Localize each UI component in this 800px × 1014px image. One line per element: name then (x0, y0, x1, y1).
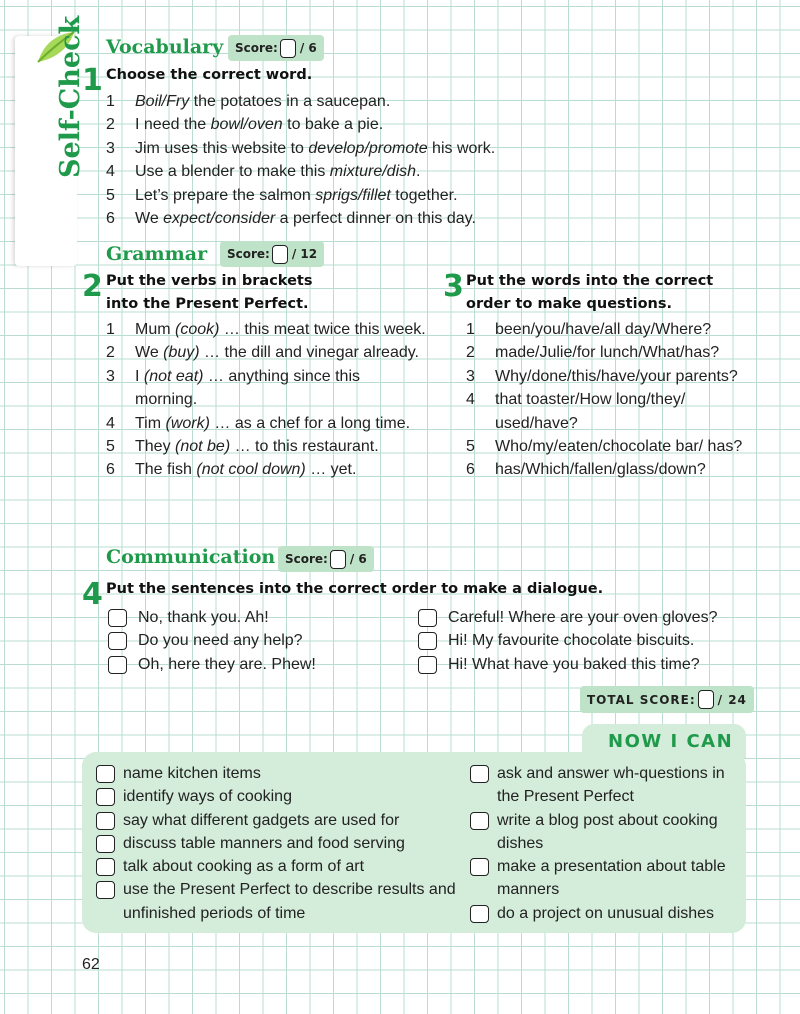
dialogue-line-row (418, 630, 748, 654)
exercise-3-item (466, 388, 746, 435)
can-do-item (96, 762, 456, 785)
vocabulary-item (106, 184, 526, 207)
item-text: made/Julie/for lunch/What/has? (495, 344, 720, 362)
dialogue-line-text: No, thank you. Ah! (138, 608, 269, 626)
score-label: Score: (285, 552, 328, 566)
exercise-2-item (106, 341, 426, 364)
can-do-text: identify ways of cooking (123, 788, 292, 806)
exercise-2-item (106, 365, 426, 412)
communication-score (278, 546, 374, 572)
item-number: 1 (466, 321, 475, 338)
exercise-3-item (466, 341, 746, 364)
item-number: 2 (106, 116, 115, 134)
checkbox[interactable] (418, 656, 437, 674)
vocabulary-title: Vocabulary (106, 36, 224, 58)
item-number: 5 (106, 186, 115, 204)
exercise-2-list (106, 318, 426, 482)
exercise-3-item (466, 435, 746, 458)
item-word-choice: expect/consider (163, 210, 276, 228)
checkbox[interactable] (108, 656, 127, 674)
item-word-choice: Boil/Fry (135, 93, 190, 110)
checkbox[interactable] (108, 609, 127, 627)
can-do-item (96, 832, 456, 855)
checkbox[interactable] (470, 812, 489, 830)
total-score-box[interactable] (698, 690, 714, 709)
item-word-choice: (work) (165, 414, 210, 432)
exercise-number-3: 3 (443, 269, 464, 304)
item-number: 3 (106, 367, 115, 385)
can-do-text: name kitchen items (123, 765, 261, 782)
item-text: Why/done/this/have/your parents? (495, 367, 738, 385)
item-number: 5 (106, 438, 115, 456)
checkbox[interactable] (418, 632, 437, 650)
score-box[interactable] (272, 245, 288, 264)
checkbox[interactable] (96, 835, 115, 853)
score-max: / 6 (299, 41, 317, 55)
item-text: that toaster/How long/they/ used/have? (495, 391, 686, 432)
item-text: has/Which/fallen/glass/down? (495, 461, 706, 479)
item-word-choice: mixture/dish (329, 163, 417, 181)
score-max: / 12 (291, 247, 318, 261)
item-number: 2 (466, 344, 475, 362)
checkbox[interactable] (96, 881, 115, 899)
vocabulary-item (106, 207, 526, 230)
exercise-number-1: 1 (82, 63, 103, 98)
item-word-choice: develop/promote (308, 139, 428, 157)
item-text: I need the bowl/oven to bake a pie. (135, 116, 384, 134)
can-do-item (470, 762, 740, 809)
item-text: Jim uses this website to develop/promote his work. (135, 139, 496, 157)
dialogue-left-column (108, 606, 408, 677)
communication-title: Communication (106, 546, 276, 568)
item-word-choice: (not cool down) (196, 461, 306, 479)
item-text: They (not be) … to this restaurant. (135, 438, 379, 456)
item-word-choice: (cook) (175, 321, 220, 338)
item-number: 4 (466, 391, 475, 409)
score-label: Score: (235, 41, 278, 55)
item-word-choice: bowl/oven (210, 116, 283, 134)
can-do-item (470, 855, 740, 902)
item-text: Who/my/eaten/chocolate bar/ has? (495, 438, 743, 456)
can-do-text: say what different gadgets are used for (123, 811, 400, 829)
dialogue-line-text: Do you need any help? (138, 632, 303, 650)
dialogue-line-row (108, 606, 408, 630)
exercise-2-item (106, 435, 426, 458)
vocabulary-item (106, 160, 526, 183)
instruction-line: into the Present Perfect. (106, 296, 309, 312)
dialogue-line-text: Hi! My favourite chocolate biscuits. (448, 632, 695, 650)
item-number: 4 (106, 414, 115, 432)
checkbox[interactable] (96, 788, 115, 806)
item-number: 3 (106, 139, 115, 157)
item-number: 3 (466, 367, 475, 385)
dialogue-line-row (418, 653, 748, 677)
checkbox[interactable] (96, 812, 115, 830)
score-max: / 6 (349, 552, 367, 566)
checkbox[interactable] (418, 609, 437, 627)
dialogue-line-row (108, 653, 408, 677)
exercise-2-instruction (106, 270, 312, 316)
item-text: Use a blender to make this mixture/dish. (135, 163, 421, 181)
can-do-text: write a blog post about cooking dishes (497, 811, 718, 852)
checkbox[interactable] (470, 905, 489, 923)
item-word-choice: (not eat) (143, 367, 204, 385)
exercise-number-4: 4 (82, 577, 103, 612)
item-number: 6 (106, 210, 115, 228)
checkbox[interactable] (470, 858, 489, 876)
now-i-can-right-column (470, 762, 740, 925)
item-number: 6 (106, 461, 115, 479)
can-do-item (470, 809, 740, 856)
item-word-choice: (buy) (163, 344, 200, 362)
can-do-text: use the Present Perfect to describe results and unfinished periods of time (123, 881, 456, 922)
total-score-max: / 24 (717, 692, 747, 707)
vocabulary-item (106, 113, 526, 136)
can-do-item (470, 902, 740, 925)
checkbox[interactable] (96, 765, 115, 783)
vocabulary-list (106, 90, 526, 230)
exercise-2-item (106, 458, 426, 481)
exercise-3-item (466, 318, 746, 341)
can-do-text: talk about cooking as a form of art (123, 858, 365, 876)
exercise-3-list (466, 318, 746, 482)
checkbox[interactable] (108, 632, 127, 650)
can-do-text: do a project on unusual dishes (497, 904, 715, 922)
item-text: Let’s prepare the salmon sprigs/fillet together. (135, 186, 458, 204)
exercise-2-item (106, 412, 426, 435)
item-number: 2 (106, 344, 115, 362)
item-word-choice: sprigs/fillet (315, 186, 391, 204)
item-number: 5 (466, 438, 475, 456)
can-do-text: discuss table manners and food serving (123, 834, 405, 852)
item-number: 6 (466, 461, 475, 479)
can-do-item (96, 878, 456, 925)
vocabulary-item (106, 90, 526, 113)
item-number: 4 (106, 163, 115, 181)
checkbox[interactable] (470, 765, 489, 783)
grammar-score (220, 241, 324, 267)
vocabulary-score (228, 35, 324, 61)
exercise-3-item (466, 365, 746, 388)
self-check-title: Self-Check (55, 15, 86, 178)
item-text: Mum (cook) … this meat twice this week. (135, 321, 426, 338)
item-number: 1 (106, 93, 115, 110)
grammar-title: Grammar (106, 243, 208, 265)
exercise-1-instruction: Choose the correct word. (106, 67, 313, 83)
item-text: The fish (not cool down) … yet. (135, 461, 357, 479)
dialogue-line-row (108, 630, 408, 654)
item-text: Boil/Fry the potatoes in a saucepan. (135, 93, 391, 110)
checkbox[interactable] (96, 858, 115, 876)
dialogue-line-text: Careful! Where are your oven gloves? (448, 608, 718, 626)
can-do-item (96, 785, 456, 808)
item-text: been/you/have/all day/Where? (495, 321, 712, 338)
item-number: 1 (106, 321, 115, 338)
can-do-item (96, 809, 456, 832)
can-do-text: ask and answer wh-questions in the Present Perfect (497, 765, 725, 806)
now-i-can-left-column (96, 762, 456, 925)
vocabulary-item (106, 137, 526, 160)
total-score (580, 686, 754, 713)
item-text: I (not eat) … anything since this morning. (135, 367, 361, 409)
exercise-2-item (106, 318, 426, 341)
can-do-text: make a presentation about table manners (497, 858, 726, 899)
exercise-3-instruction (466, 270, 713, 316)
total-score-label: TOTAL SCORE: (587, 692, 696, 707)
item-word-choice: (not be) (175, 438, 231, 456)
now-i-can-title: NOW I CAN (608, 731, 734, 752)
instruction-line: order to make questions. (466, 296, 672, 312)
score-box[interactable] (280, 39, 296, 58)
item-text: We expect/consider a perfect dinner on this day. (135, 210, 476, 228)
page-number: 62 (82, 956, 100, 973)
dialogue-line-text: Hi! What have you baked this time? (448, 655, 700, 673)
item-text: Tim (work) … as a chef for a long time. (135, 414, 411, 432)
dialogue-line-row (418, 606, 748, 630)
can-do-item (96, 855, 456, 878)
score-box[interactable] (330, 550, 346, 569)
exercise-3-item (466, 458, 746, 481)
exercise-4-instruction: Put the sentences into the correct order to make a dialogue. (106, 581, 604, 597)
dialogue-right-column (418, 606, 748, 677)
dialogue-line-text: Oh, here they are. Phew! (138, 655, 316, 673)
exercise-number-2: 2 (82, 269, 103, 304)
instruction-line: Put the verbs in brackets (106, 273, 313, 289)
score-label: Score: (227, 247, 270, 261)
item-text: We (buy) … the dill and vinegar already. (135, 344, 419, 362)
instruction-line: Put the words into the correct (466, 273, 714, 289)
